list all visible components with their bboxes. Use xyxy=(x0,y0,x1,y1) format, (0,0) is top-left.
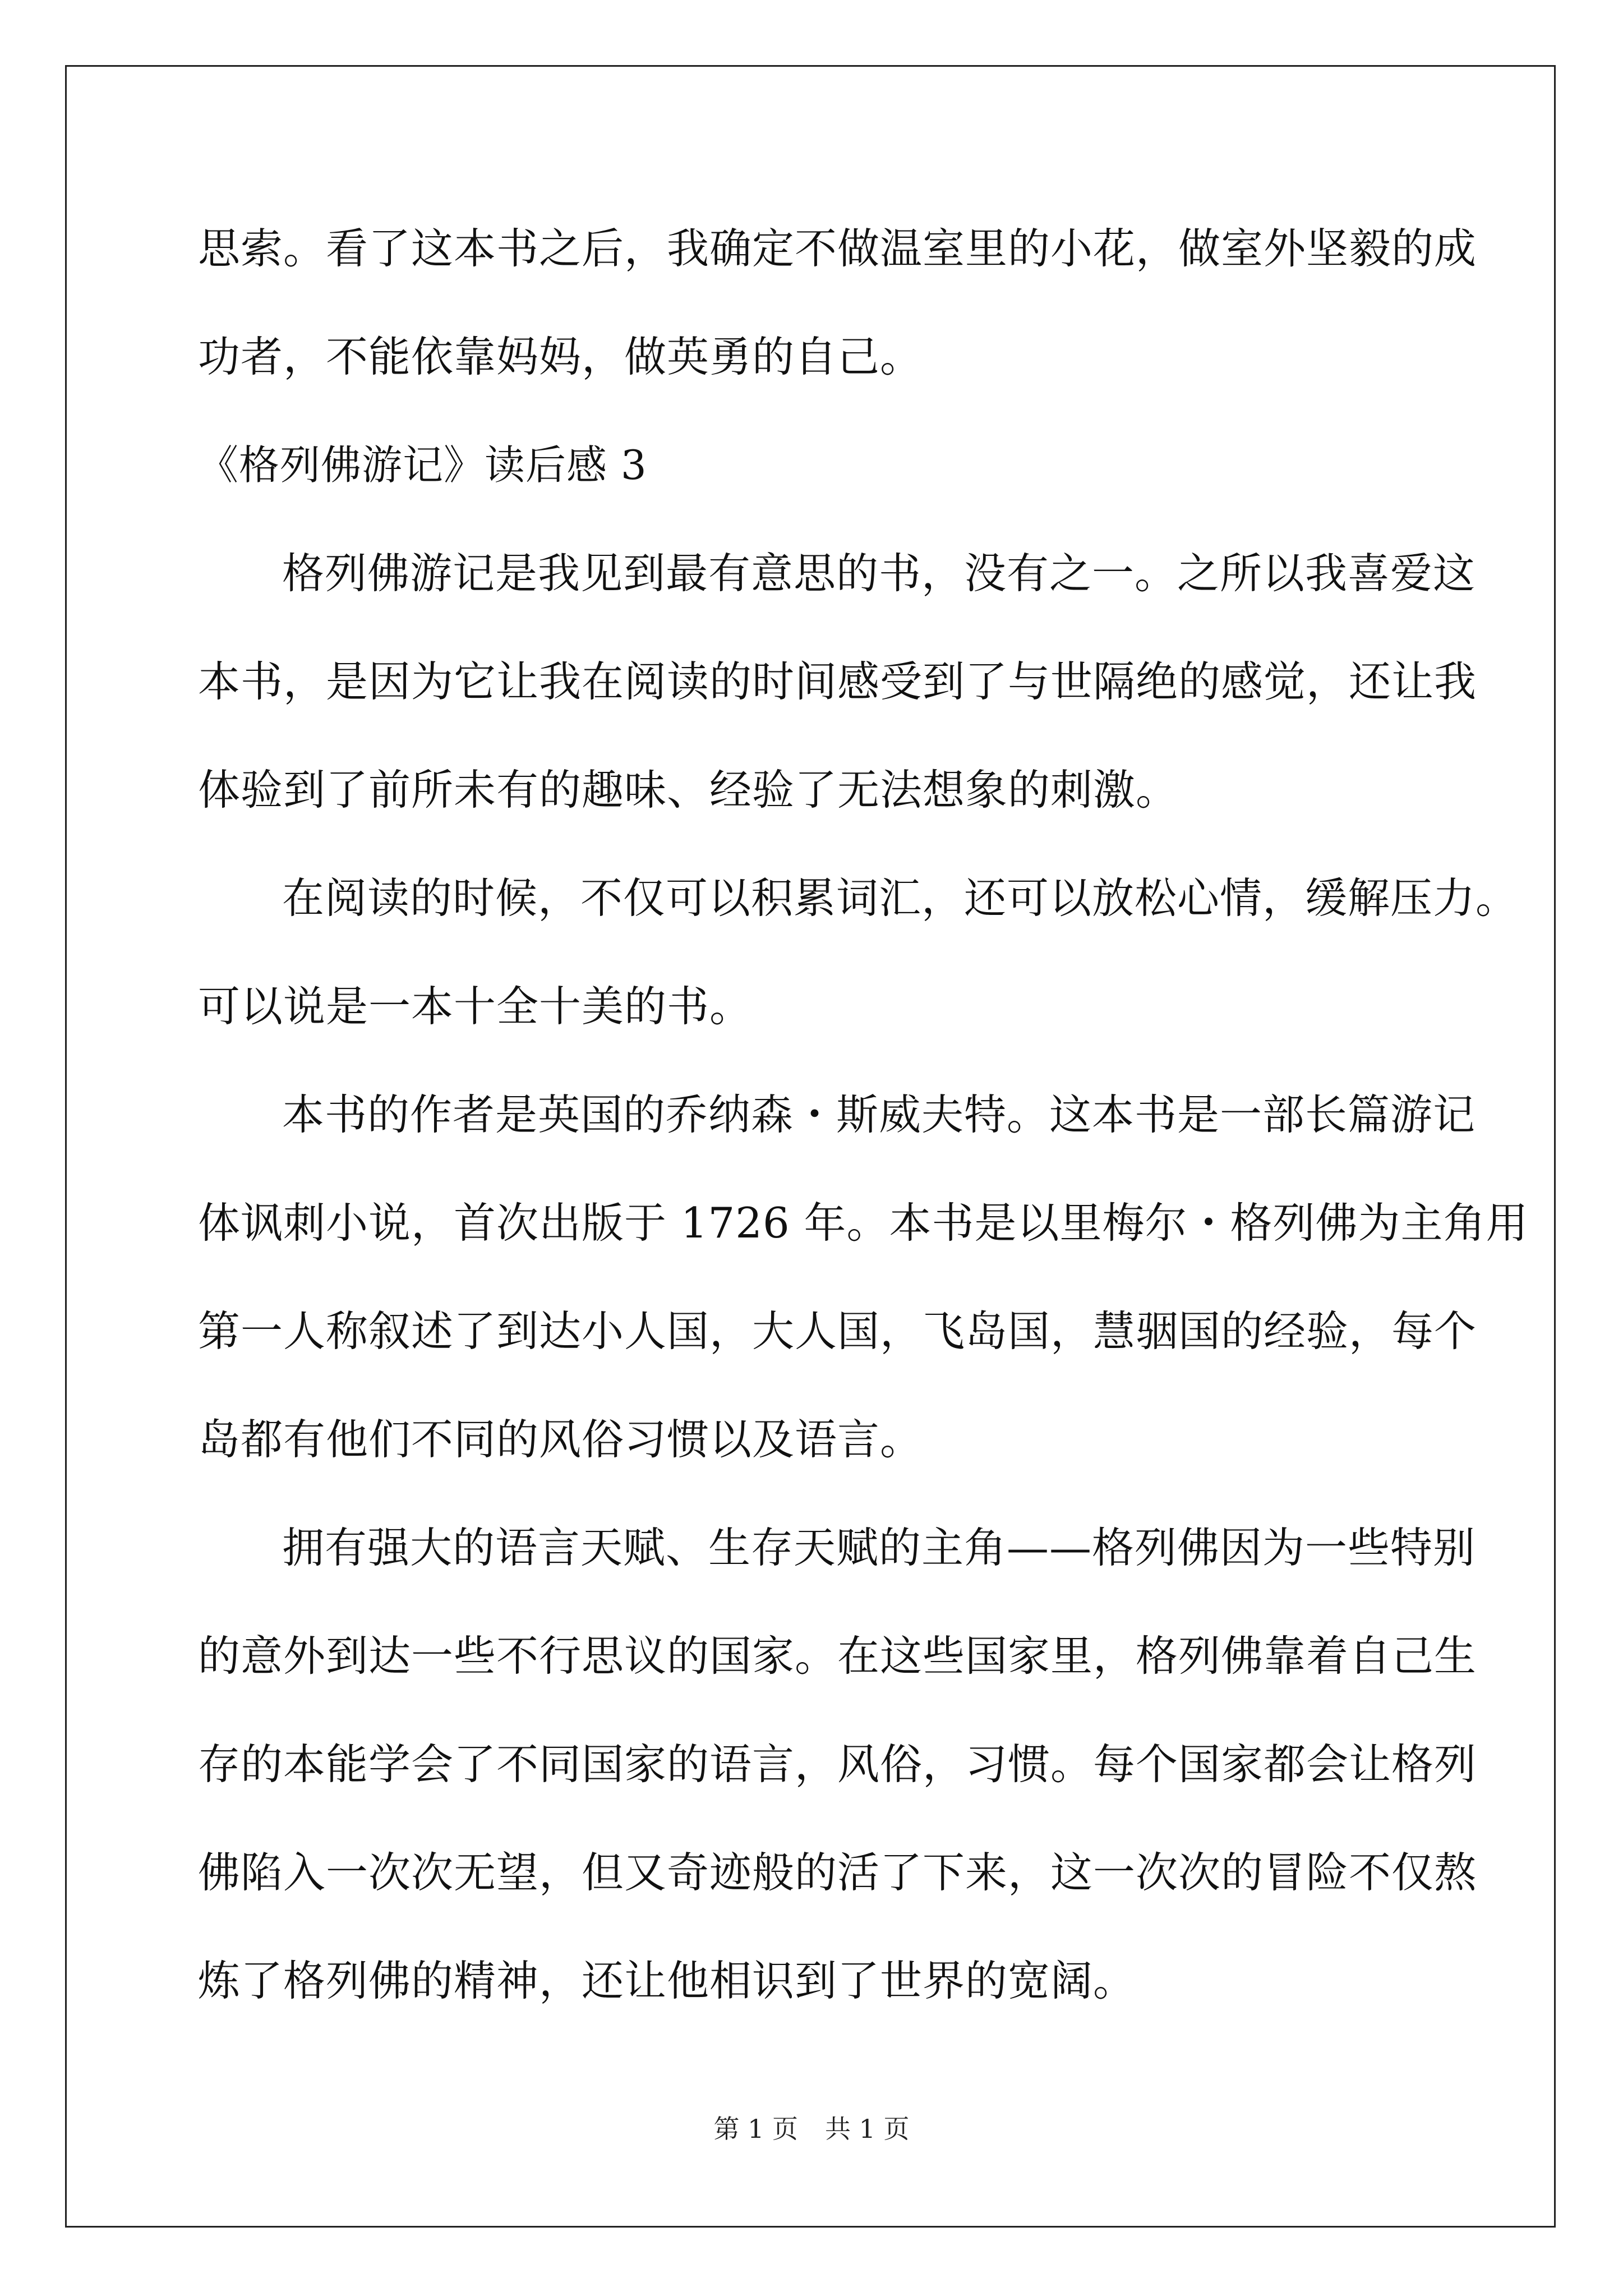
page-border xyxy=(65,65,1556,2228)
paragraph-line: 思索。看了这本书之后，我确定不做温室里的小花，做室外坚毅的成 xyxy=(198,224,1477,273)
paragraph-line: 格列佛游记是我见到最有意思的书，没有之一。之所以我喜爱这 xyxy=(282,549,1476,598)
page-total: 共 1 页 xyxy=(825,2114,910,2144)
paragraph-line: 佛陷入一次次无望，但又奇迹般的活了下来，这一次次的冒险不仅熬 xyxy=(198,1848,1477,1897)
paragraph-line: 体验到了前所未有的趣味、经验了无法想象的刺激。 xyxy=(198,765,1179,815)
paragraph-line: 在阅读的时候，不仅可以积累词汇，还可以放松心情，缓解压力。 xyxy=(282,873,1519,923)
paragraph-line: 第一人称叙述了到达小人国，大人国，飞岛国，慧骃国的经验，每个 xyxy=(198,1306,1477,1356)
paragraph-line: 体讽刺小说，首次出版于 1726 年。本书是以里梅尔・格列佛为主角用 xyxy=(198,1198,1529,1248)
paragraph-line: 本书，是因为它让我在阅读的时间感受到了与世隔绝的感觉，还让我 xyxy=(198,657,1477,706)
paragraph-line: 功者，不能依靠妈妈，做英勇的自己。 xyxy=(198,332,923,381)
paragraph-line: 岛都有他们不同的风俗习惯以及语言。 xyxy=(198,1415,923,1464)
paragraph-line: 可以说是一本十全十美的书。 xyxy=(198,982,753,1031)
paragraph-line: 拥有强大的语言天赋、生存天赋的主角——格列佛因为一些特别 xyxy=(282,1523,1476,1572)
page-number: 第 1 页 xyxy=(713,2114,798,2144)
paragraph-line: 存的本能学会了不同国家的语言，风俗，习惯。每个国家都会让格列 xyxy=(198,1740,1477,1789)
paragraph-line: 炼了格列佛的精神，还让他相识到了世界的宽阔。 xyxy=(198,1956,1136,2005)
section-heading: 《格列佛游记》读后感 3 xyxy=(198,441,647,489)
paragraph-line: 的意外到达一些不行思议的国家。在这些国家里，格列佛靠着自己生 xyxy=(198,1631,1477,1681)
page-footer xyxy=(0,2112,1623,2146)
paragraph-line: 本书的作者是英国的乔纳森・斯威夫特。这本书是一部长篇游记 xyxy=(282,1090,1476,1139)
